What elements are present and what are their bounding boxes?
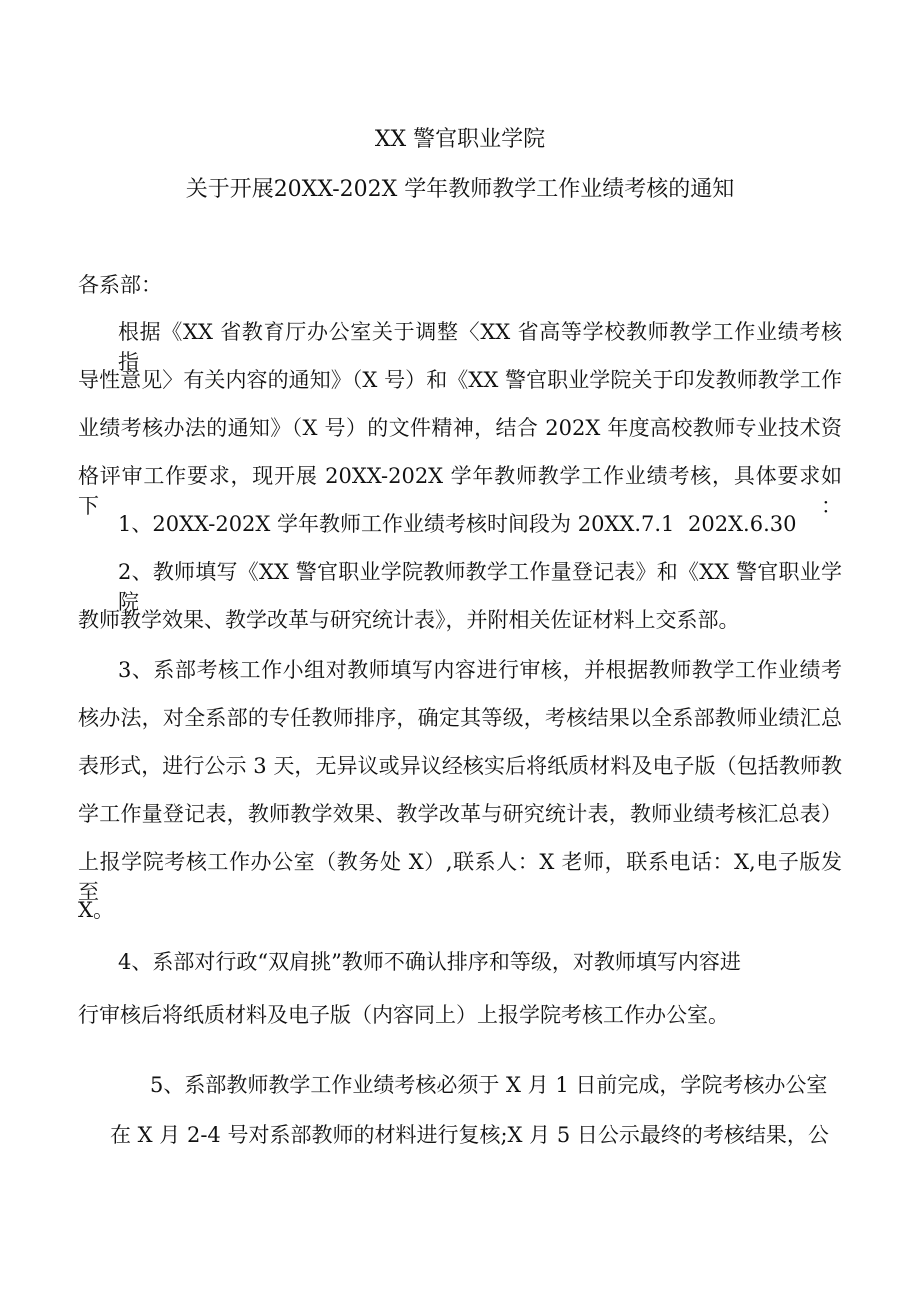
- notice-title: 关于开展20XX-202X 学年教师教学工作业绩考核的通知: [185, 177, 735, 202]
- item-4-line: 行审核后将纸质材料及电子版（内容同上）上报学院考核工作办公室。: [78, 1003, 729, 1027]
- salutation: 各系部：: [78, 273, 162, 297]
- item-3-line: 表形式，进行公示 3 天，无异议或异议经核实后将纸质材料及电子版（包括教师教: [78, 754, 842, 778]
- item-3-line: X。: [78, 898, 114, 922]
- item-3-line: 学工作量登记表，教师教学效果、教学改革与研究统计表，教师业绩考核汇总表）: [78, 802, 842, 826]
- item-5-line: 在 X 月 2-4 号对系部教师的材料进行复核;X 月 5 日公示最终的考核结果，公: [110, 1123, 829, 1147]
- intro-line: 根据《XX 省教育厅办公室关于调整〈XX 省高等学校教师教学工作业绩考核指: [118, 320, 842, 374]
- item-3-line: 核办法，对全系部的专任教师排序，确定其等级，考核结果以全系部教师业绩汇总: [78, 706, 842, 730]
- item-3-line: 上报学院考核工作办公室（教务处 X）,联系人：X 老师，联系电话：X,电子版发至: [78, 850, 842, 904]
- item-5-line: 5、系部教师教学工作业绩考核必须于 X 月 1 日前完成，学院考核办公室: [150, 1073, 828, 1097]
- item-2-line: 2、教师填写《XX 警官职业学院教师教学工作量登记表》和《XX 警官职业学院: [118, 560, 842, 614]
- intro-line: 导性意见〉有关内容的通知》（X 号）和《XX 警官职业学院关于印发教师教学工作: [78, 368, 842, 392]
- school-name: XX 警官职业学院: [374, 127, 546, 152]
- item-1-line: 1、20XX-202X 学年教师工作业绩考核时间段为 20XX.7.1: [118, 512, 675, 536]
- intro-line: 格评审工作要求，现开展 20XX-202X 学年教师教学工作业绩考核，具体要求如下：: [78, 464, 842, 518]
- item-4-line: 4、系部对行政“双肩挑”教师不确认排序和等级，对教师填写内容进: [118, 950, 741, 974]
- intro-line: 业绩考核办法的通知》（X 号）的文件精神，结合 202X 年度高校教师专业技术资: [78, 416, 842, 440]
- item-3-line: 3、系部考核工作小组对教师填写内容进行审核，并根据教师教学工作业绩考: [118, 658, 842, 682]
- item-2-line: 教师教学效果、教学改革与研究统计表》，并附相关佐证材料上交系部。: [78, 608, 740, 632]
- item-1-end-date: 202X.6.30: [688, 512, 797, 536]
